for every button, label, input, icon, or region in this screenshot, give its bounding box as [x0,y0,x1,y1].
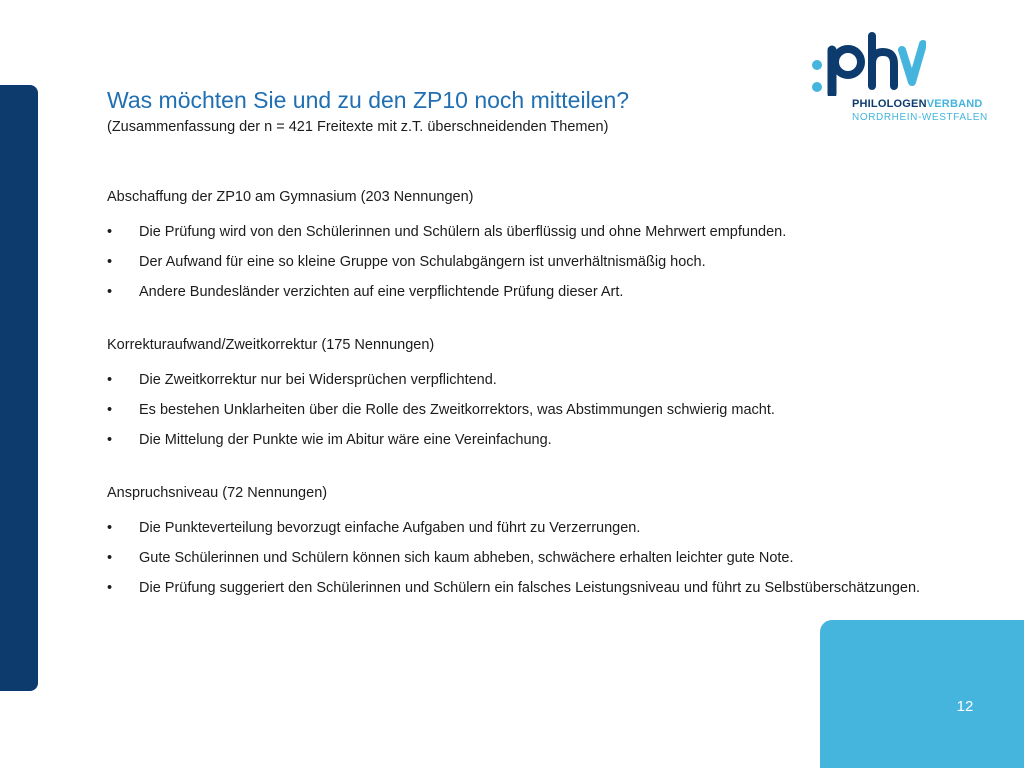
bullet-text: Die Mittelung der Punkte wie im Abitur wäre eine Vereinfachung. [139,432,552,448]
bullet-dot-icon: • [107,284,113,300]
phv-logo-mark-icon [826,30,926,96]
slide-title: Was möchten Sie und zu den ZP10 noch mitteilen? [107,87,630,113]
section-anspruchsniveau [107,482,927,603]
section-count: (175 Nennungen) [321,337,435,353]
bullet-dot-icon: • [107,254,113,270]
bullet-text: Andere Bundesländer verzichten auf eine verpflichtende Prüfung dieser Art. [139,284,624,300]
bullet-item [107,543,927,573]
slide-content [107,186,927,630]
phv-logo [812,30,992,130]
corner-accent-box [820,620,1024,768]
bullet-text: Der Aufwand für eine so kleine Gruppe von Schulabgängern ist unverhältnismäßig hoch. [139,254,706,270]
bullet-dot-icon: • [107,520,113,536]
logo-wordmark-line2: NORDRHEIN-WESTFALEN [852,112,988,123]
slide-subtitle: (Zusammenfassung der n = 421 Freitexte mit z.T. überschneidenden Themen) [107,119,609,135]
bullet-dot-icon: • [107,432,113,448]
bullet-dot-icon: • [107,224,113,240]
bullet-list [107,217,927,307]
bullet-text: Die Zweitkorrektur nur bei Widersprüchen verpflichtend. [139,372,497,388]
bullet-dot-icon: • [107,372,113,388]
bullet-text: Gute Schülerinnen und Schülern können sich kaum abheben, schwächere erhalten leichter gute Note. [139,550,794,566]
section-heading [107,334,927,356]
left-accent-bar [0,85,38,691]
section-heading-text: Abschaffung der ZP10 am Gymnasium [107,189,357,205]
section-count: (203 Nennungen) [360,189,474,205]
bullet-text: Die Prüfung wird von den Schülerinnen und Schülern als überflüssig und ohne Mehrwert empfunden. [139,224,787,240]
bullet-item [107,217,927,247]
logo-wordmark-line1: PHILOLOGENVERBAND [852,98,983,110]
bullet-item [107,277,927,307]
section-korrekturaufwand [107,334,927,455]
bullet-list [107,365,927,455]
section-abschaffung [107,186,927,307]
bullet-item [107,395,927,425]
section-heading-text: Anspruchsniveau [107,485,219,501]
bullet-list [107,513,927,603]
bullet-item [107,513,927,543]
bullet-dot-icon: • [107,580,113,596]
bullet-item [107,425,927,455]
bullet-text: Die Prüfung suggeriert den Schülerinnen und Schülern ein falsches Leistungsniveau und führt zu Selbstüberschätzungen. [139,580,921,596]
section-count: (72 Nennungen) [222,485,328,501]
bullet-dot-icon: • [107,550,113,566]
section-heading-text: Korrekturaufwand/Zweitkorrektur [107,337,318,353]
bullet-item [107,247,927,277]
bullet-text: Die Punkteverteilung bevorzugt einfache Aufgaben und führt zu Verzerrungen. [139,520,641,536]
section-heading [107,186,927,208]
logo-colon-icon [812,60,826,104]
bullet-item [107,573,927,603]
section-heading [107,482,927,504]
bullet-dot-icon: • [107,402,113,418]
bullet-text: Es bestehen Unklarheiten über die Rolle des Zweitkorrektors, was Abstimmungen schwierig macht. [139,402,775,418]
page-number: 12 [956,698,974,715]
bullet-item [107,365,927,395]
